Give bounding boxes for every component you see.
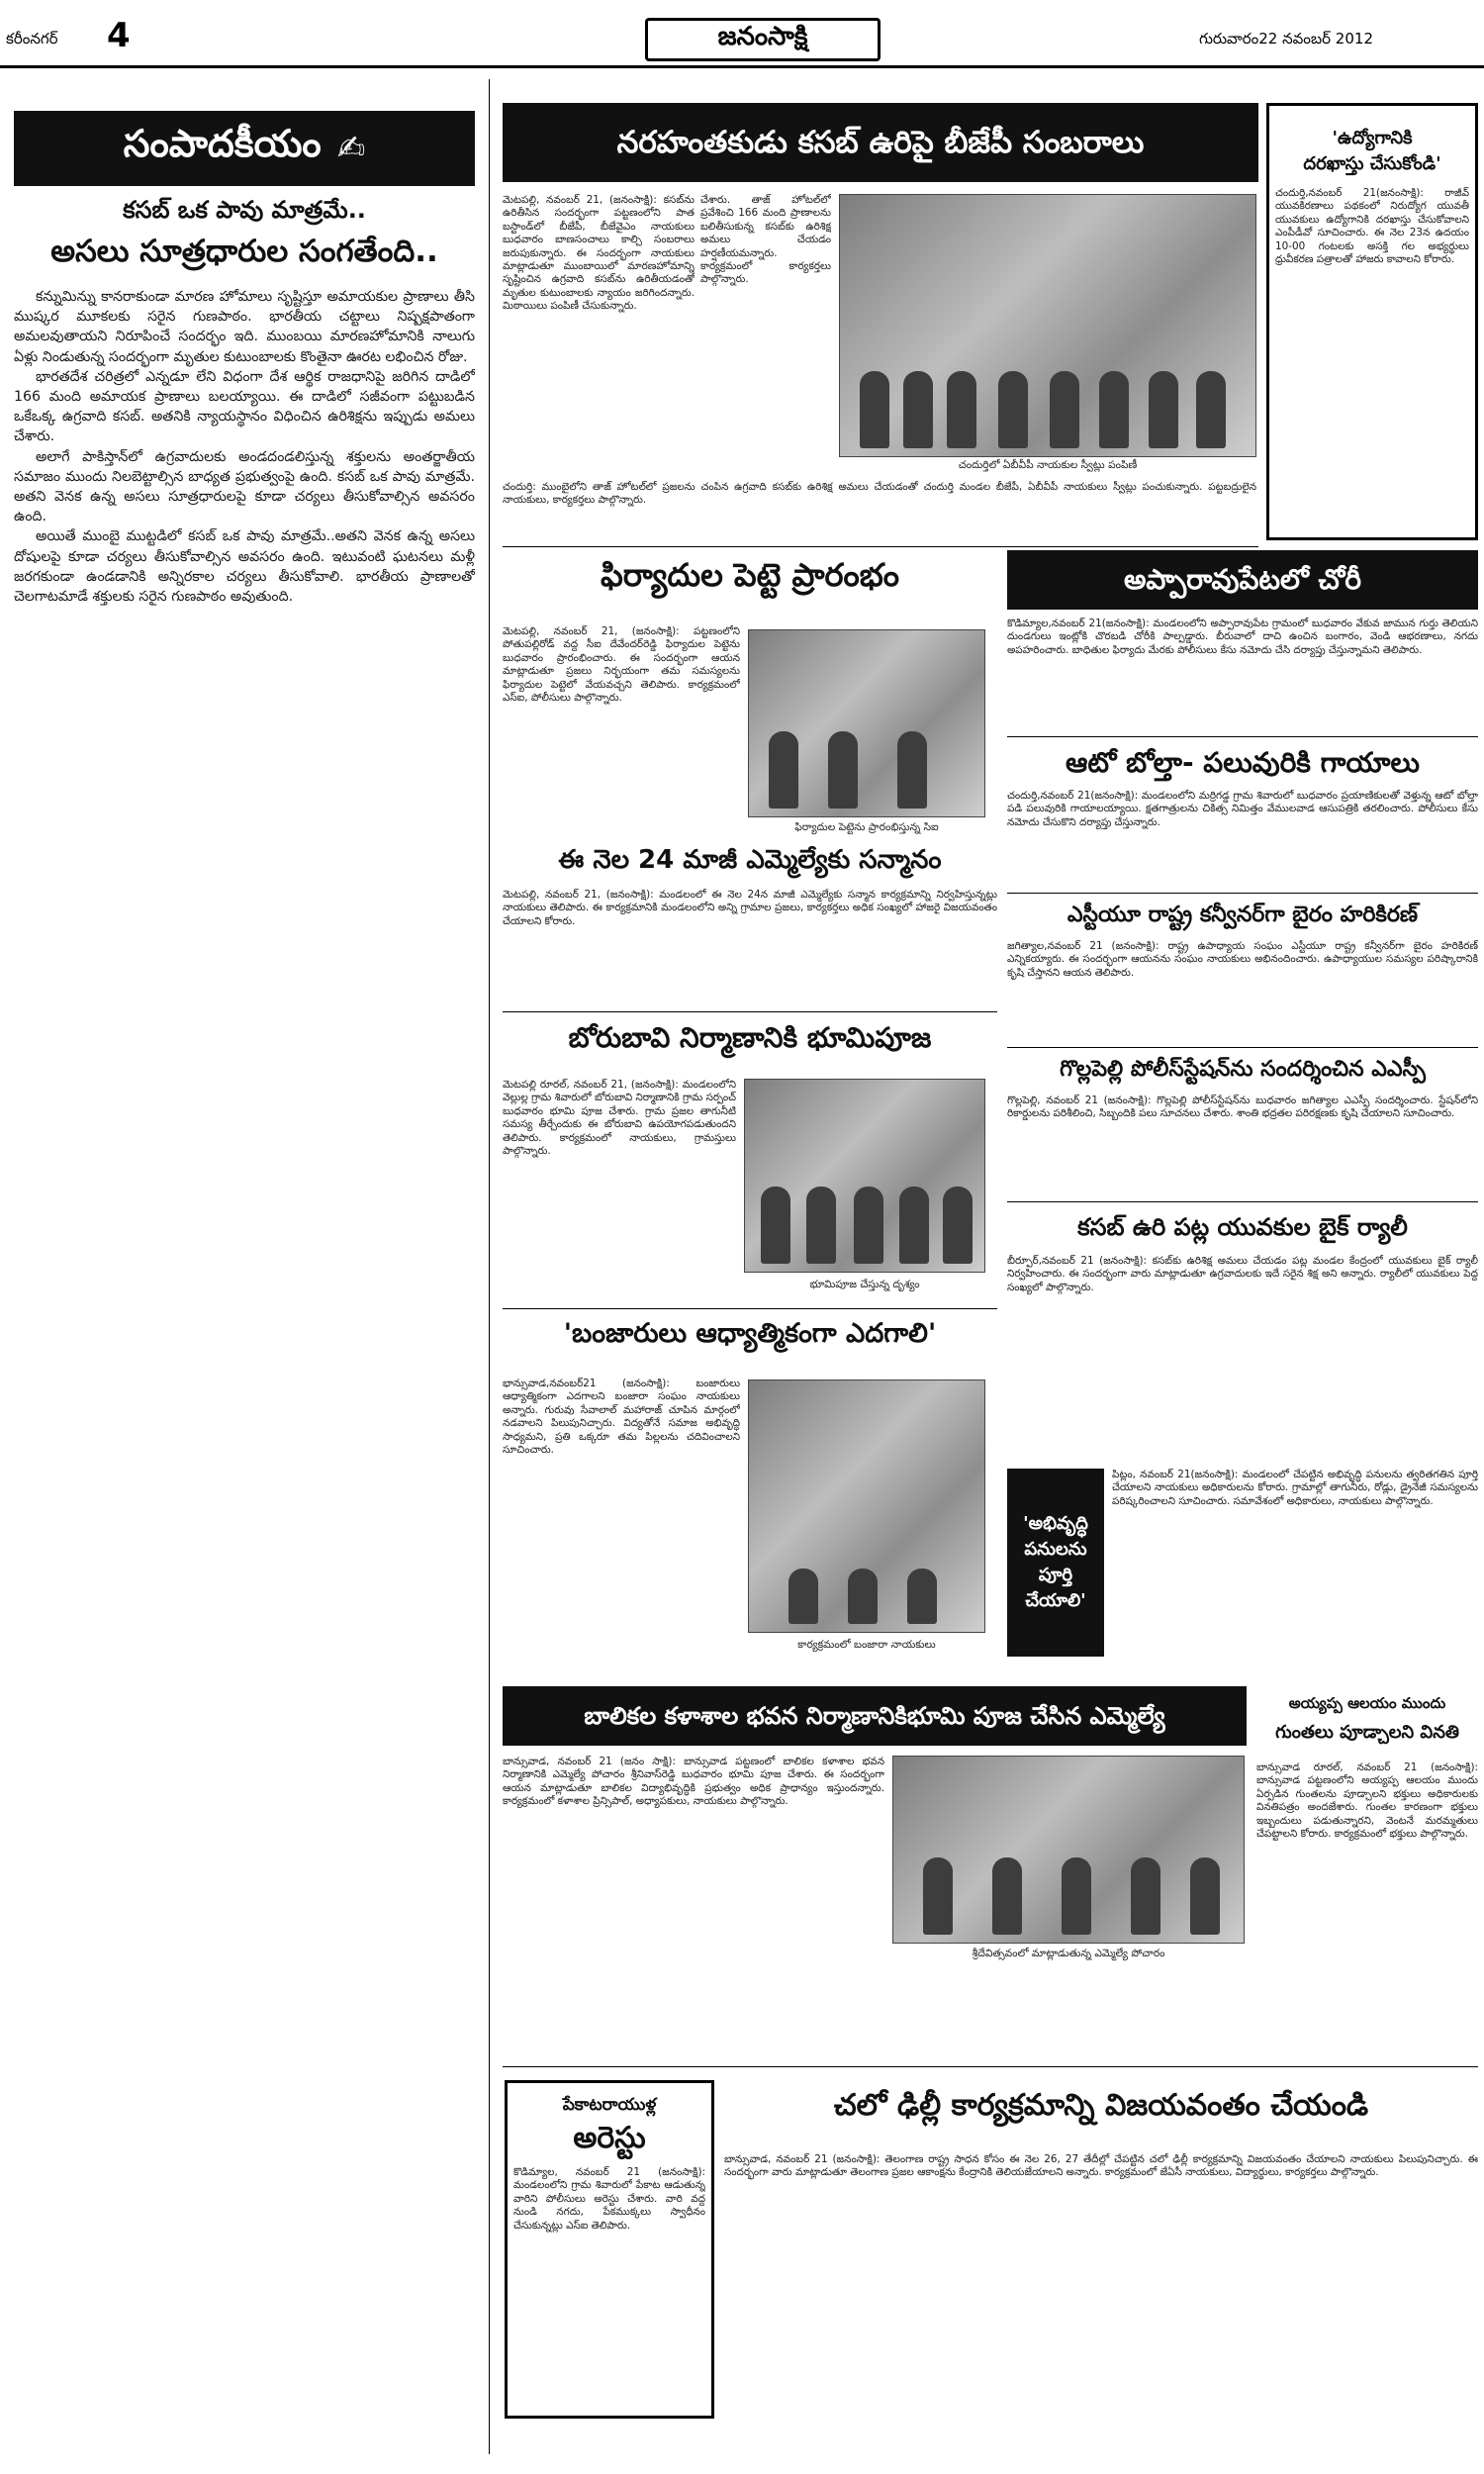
kasab-photo [839,194,1256,457]
editorial-paragraph: అలాగే పాకిస్తాన్‌లో ఉగ్రవాదులకు అండదండలిస్తున్న శక్తులను అంతర్జాతీయ సమాజం ముందు నిలబెట్టాల్సిన బాధ్యత ప్రభుత్వంపై ఉంది. కసబ్ ఒక పావు మాత్రమే. అతని వెనక ఉన్న అసలు సూత్రధారులపై కూడా చర్యలు తీసుకోవాల్సిన అవసరం ఉంది. [14,448,475,525]
ayyappa-text: బాన్సువాడ రూరల్, నవంబర్ 21 (జనంసాక్షి): బాన్సువాడ పట్టణంలోని అయ్యప్ప ఆలయం ముందు ఏర్పడిన గుంతలను పూడ్చాలని భక్తులు అధికారులకు వినతిపత్రం అందజేశారు. గుంతల కారణంగా భక్తులు ఇబ్బందులు పడుతున్నారని, వెంటనే మరమ్మతులు చేపట్టాలని కోరారు. కార్యక్రమంలో భక్తులు పాల్గొన్నారు. [1256,1761,1478,1841]
masthead-date: గురువారం22 నవంబర్ 2012 [1199,30,1373,48]
ayyappa-headline-1: అయ్యప్ప ఆలయం ముందు [1288,1694,1446,1712]
development-label-4: చేయాలి' [1025,1590,1086,1611]
ex-mla-headline: ఈ నెల 24 మాజీ ఎమ్మెల్యేకు సన్మానం [558,845,942,875]
divider [503,1011,997,1012]
development-label [1007,1469,1104,1657]
editorial-paragraph: అయితే ముంబై ముట్టడిలో కసబ్ ఒక పావు మాత్రమే..అతని వెనక ఉన్న అసలు దోషులపై కూడా చర్యలు తీసుకోవాల్సిన అవసరం ఉంది. ఇటువంటి ఘటనలు మళ్లీ జరగకుండా ఉండడానికి అన్నిరకాల చర్యలు తీసుకోవాలి. భారతీయ ప్రాణాలతో చెలగాటమాడే శక్తులకు సరైన గుణపాఠం అవుతుంది. [14,528,475,606]
borewell-headline: బోరుబావి నిర్మాణానికి భూమిపూజ [568,1021,932,1054]
editorial-body [14,287,475,2078]
masthead-logo [645,18,881,61]
notice-text: చందుర్తి,నవంబర్ 21(జనంసాక్షి): రాజీవ్ యువకిరణాలు పథకంలో నిరుద్యోగ యువతీ యువకులు ఉద్యోగానికి దరఖాస్తు చేసుకోవాలని ఎంపీడీవో సూచించారు. ఈ నెల 23న ఉదయం 10-00 గంటలకు అసక్తి గల అభ్యర్థులు ధ్రువీకరణ పత్రాలతో హాజరు కావాలని కోరారు. [1275,187,1469,266]
masthead-divider [0,65,1484,68]
banjara-photo [748,1380,985,1633]
divider [1007,736,1478,737]
theft-headline: అప్పారావుపేటలో చోరీ [1007,550,1478,610]
bike-headline: కసబ్ ఉరి పట్ల యువకుల బైక్ ర్యాలీ [1077,1213,1408,1241]
divider [1007,1047,1478,1048]
masthead-page-number: 4 [107,16,131,55]
bike-text: బీర్పూర్,నవంబర్ 21 (జనంసాక్షి): కసబ్‌కు ఉరిశిక్ష అమలు చేయడం పట్ల మండల కేంద్రంలో యువకులు బైక్ ర్యాలీ నిర్వహించారు. ఈ సందర్భంగా వారు మాట్లాడుతూ ఉగ్రవాదులకు ఇదే సరైన శిక్ష అని అన్నారు. ర్యాలీలో యువకులు పెద్ద సంఖ్యలో పాల్గొన్నారు. [1007,1255,1478,1293]
divider [1007,893,1478,894]
fir-text: మెటపల్లి, నవంబర్ 21, (జనంసాక్షి): పట్టణంలోని పోతుపల్లిరోడ్ వద్ద సీఐ దేవేందర్‌రెడ్డి ఫిర్యాదుల పెట్టెను బుధవారం ప్రారంభించారు. ఈ సందర్భంగా ఆయన మాట్లాడుతూ ప్రజలు నిర్భయంగా తమ సమస్యలను ఫిర్యాదుల పెట్టెలో వేయవచ్చని తెలిపారు. కార్యక్రమంలో ఎస్ఐ, పోలీసులు పాల్గొన్నారు. [503,625,740,705]
girls-school-photo-caption: శ్రీదేవిత్సవంలో మాట్లాడుతున్న ఎమ్మెల్యే పోచారం [972,1948,1165,1959]
divider [503,2066,1478,2067]
banjara-photo-caption: కార్యక్రమంలో బంజారా నాయకులు [797,1639,936,1651]
girls-school-photo [892,1756,1245,1944]
editorial-subtitle: కసబ్ ఒక పావు మాత్రమే.. [123,196,366,224]
development-label-1: 'అభివృద్ధి [1023,1513,1088,1534]
auto-text: చందుర్తి,నవంబర్ 21(జనంసాక్షి): మండలంలోని మర్రిగడ్డ గ్రామ శివారులో బుధవారం ప్రయాణికులతో వెళ్తున్న ఆటో బోల్తా పడి పలువురికి గాయాలయ్యాయి. క్షతగాత్రులను చికిత్స నిమిత్తం వేములవాడ ఆసుపత్రికి తరలించారు. పోలీసులు కేసు నమోదు చేసుకొని దర్యాప్తు చేస్తున్నారు. [1007,790,1478,828]
kasab-photo-caption: చందుర్తిలో ఏబీవీపీ నాయకుల స్వీట్లు పంపిణీ [958,459,1138,471]
borewell-photo [744,1079,985,1273]
editorial-label-text: సంపాదకీయం [123,122,322,165]
girls-school-text: బాన్సువాడ, నవంబర్ 21 (జనం సాక్షి): బాన్సువాడ పట్టణంలో బాలికల కళాశాల భవన నిర్మాణానికి ఎమ్మెల్యే పోచారం శ్రీనివాస్‌రెడ్డి బుధవారం భూమి పూజ చేశారు. ఈ సందర్భంగా ఆయన మాట్లాడుతూ బాలికల విద్యాభివృద్ధికి ప్రభుత్వం అధిక ప్రాధాన్యం ఇస్తుందన్నారు. కార్యక్రమంలో కళాశాల ప్రిన్సిపాల్, అధ్యాపకులు, నాయకులు పాల్గొన్నారు. [503,1756,884,1808]
pen-icon: ✍ [336,129,366,168]
auto-headline: ఆటో బోల్తా- పలువురికి గాయాలు [1066,746,1420,779]
notice-title-2: దరఖాస్తు చేసుకోండి' [1303,153,1441,174]
fir-photo [748,629,985,817]
sty-text: జగిత్యాల,నవంబర్ 21 (జనంసాక్షి): రాష్ట్ర ఉపాధ్యాయ సంఘం ఎస్టీయూ రాష్ట్ర కన్వీనర్‌గా బైరం హరికిరణ్ ఎన్నికయ్యారు. ఈ సందర్భంగా ఆయనను సంఘం నాయకులు అభినందించారు. ఉపాధ్యాయుల సమస్యల పరిష్కారానికి కృషి చేస్తానని ఆయన తెలిపారు. [1007,940,1478,979]
arrest-text: కొడిమ్యాల, నవంబర్ 21 (జనంసాక్షి): మండలంలోని గ్రామ శివారులో పేకాట ఆడుతున్న వారిని పోలీసులు అరెస్టు చేశారు. వారి వద్ద నుండి నగదు, పేకముక్కలు స్వాధీనం చేసుకున్నట్లు ఎస్ఐ తెలిపారు. [513,2166,705,2232]
police-text: గొల్లపెల్లి, నవంబర్ 21 (జనంసాక్షి): గొల్లపెల్లి పోలీస్‌స్టేషన్‌ను బుధవారం జగిత్యాల ఎఎస్పీ సందర్శించారు. స్టేషన్‌లోని రికార్డులను పరిశీలించి, సిబ్బందికి పలు సూచనలు చేశారు. శాంతి భద్రతల పరిరక్షణకు కృషి చేయాలని సూచించారు. [1007,1094,1478,1120]
masthead-logo-text: జనంసాక్షి [717,22,808,51]
ayyappa-headline-2: గుంతలు పూడ్చాలని వినతి [1275,1722,1459,1743]
borewell-photo-caption: భూమిపూజ చేస్తున్న దృశ్యం [809,1279,920,1290]
arrest-box [505,2080,714,2419]
arrest-headline-2: అరెస్టు [573,2121,646,2155]
divider [503,546,1258,547]
editorial-title: అసలు సూత్రధారుల సంగతేంది.. [50,234,438,269]
kasab-bottom-text: చందుర్తి: ముంబైలోని తాజ్ హోటల్‌లో ప్రజలను చంపిన ఉగ్రవాది కసబ్‌కు ఉరిశిక్ష అమలు చేయడంతో చందుర్తి మండల బీజేపీ, ఏబీవీపీ నాయకులు స్వీట్లు పంచుకున్నారు. పట్టబద్రులైన నాయకులు, కార్యకర్తలు పాల్గొన్నారు. [503,481,1256,507]
girls-school-headline: బాలికల కళాశాల భవన నిర్మాణానికిభూమి పూజ చేసిన ఎమ్మెల్యే [503,1686,1247,1746]
banjara-text: భాన్సువాడ,నవంబర్21 (జనంసాక్షి): బంజారులు ఆధ్యాత్మికంగా ఎదగాలని బంజారా సంఘం నాయకులు అన్నారు. గురువు సేవాలాల్ మహారాజ్ చూపిన మార్గంలో నడవాలని పిలుపునిచ్చారు. విద్యతోనే సమాజ అభివృద్ధి సాధ్యమని, ప్రతి ఒక్కరూ తమ పిల్లలను చదివించాలని సూచించారు. [503,1378,740,1457]
development-label-2: పనులను [1024,1539,1087,1560]
divider [503,1308,997,1309]
kasab-col2: చేశారు. తాజ్ హోటల్‌లో ప్రవేశించి 166 మంది ప్రాణాలను బలితీసుకున్న కసబ్‌కు ఉరిశిక్ష అమలు చేయడం హర్షణీయమన్నారు. కార్యక్రమంలో కార్యకర్తలు పాల్గొన్నారు. [700,194,831,286]
theft-text: కొడిమ్యాల,నవంబర్ 21(జనంసాక్షి): మండలంలోని అప్పారావుపేట గ్రామంలో బుధవారం వేకువ జామున గుర్తు తెలియని దుండగులు ఇంట్లోకి చొరబడి చోరీకి పాల్పడ్డారు. బీరువాలో దాచి ఉంచిన బంగారం, వెండి ఆభరణాలు, నగదు అపహరించారు. బాధితుల ఫిర్యాదు మేరకు పోలీసులు కేసు నమోదు చేసి దర్యాప్తు చేస్తున్నామని తెలిపారు. [1007,618,1478,656]
editorial-paragraph: కన్నుమిన్ను కానరాకుండా మారణ హోమాలు సృష్టిస్తూ అమాయకుల ప్రాణాలు తీసి ముష్కర మూకలకు సరైన గుణపాఠం. భారతీయ చట్టాలు నిష్పక్షపాతంగా అమలవుతాయని నిరూపించే సందర్భం ఇది. ముంబయి మారణహోమానికి నాలుగు ఏళ్లు నిండుతున్న సందర్భంగా మృతుల కుటుంబాలకు కొంతైనా ఊరట లభించిన రోజు. [14,289,475,365]
masthead-city: కరీంనగర్ [6,30,58,48]
notice-box [1266,103,1478,540]
sty-headline: ఎస్టీయూ రాష్ట్ర కన్వీనర్‌గా బైరం హరికిరణ్ [1067,903,1419,927]
kasab-headline: నరహంతకుడు కసబ్ ఉరిపై బీజేపీ సంబరాలు [503,103,1258,182]
column-divider [489,79,490,2454]
divider [1007,1201,1478,1202]
development-label-3: పూర్తి [1038,1565,1073,1585]
masthead [0,0,1484,71]
delhi-text: బాన్సువాడ, నవంబర్ 21 (జనంసాక్షి): తెలంగాణ రాష్ట్ర సాధన కోసం ఈ నెల 26, 27 తేదీల్లో చేపట్టిన చలో ఢిల్లీ కార్యక్రమాన్ని విజయవంతం చేయాలని నాయకులు పిలుపునిచ్చారు. ఈ సందర్భంగా వారు మాట్లాడుతూ తెలంగాణ ప్రజల ఆకాంక్షను కేంద్రానికి తెలియజేయాలని అన్నారు. కార్యక్రమంలో జేఏసీ నాయకులు, విద్యార్థులు, కార్యకర్తలు పాల్గొన్నారు. [724,2153,1478,2179]
delhi-headline: చలో ఢిల్లీ కార్యక్రమాన్ని విజయవంతం చేయండి [833,2088,1369,2123]
editorial-section-label [14,111,475,186]
fir-headline: ఫిర్యాదుల పెట్టె ప్రారంభం [601,556,899,594]
editorial-paragraph: భారతదేశ చరిత్రలో ఎన్నడూ లేని విధంగా దేశ ఆర్థిక రాజధానిపై జరిగిన దాడిలో 166 మంది అమాయక ప్రాణాలు బలయ్యాయి. ఈ దాడిలో సజీవంగా పట్టుబడిన ఒకేఒక్క ఉగ్రవాది కసబ్. అతనికి న్యాయస్థానం విధించిన ఉరిశిక్షను ఇప్పుడు అమలు చేశారు. [14,368,475,445]
police-headline: గొల్లపెల్లి పోలీస్‌స్టేషన్‌ను సందర్శించిన ఎఎస్పీ [1060,1057,1426,1082]
borewell-text: మెటపల్లి రూరల్, నవంబర్ 21, (జనంసాక్షి): మండలంలోని వెల్లుల్ల గ్రామ శివారులో బోరుబావి నిర్మాణానికి గ్రామ సర్పంచ్ బుధవారం భూమి పూజ చేశారు. గ్రామ ప్రజల తాగునీటి సమస్య తీర్చేందుకు ఈ బోరుబావి ఉపయోగపడుతుందని తెలిపారు. కార్యక్రమంలో నాయకులు, గ్రామస్తులు పాల్గొన్నారు. [503,1079,736,1158]
banjara-headline: 'బంజారులు ఆధ్యాత్మికంగా ఎదగాలి' [563,1318,937,1349]
development-text: పిట్లం, నవంబర్ 21(జనంసాక్షి): మండలంలో చేపట్టిన అభివృద్ధి పనులను త్వరితగతిన పూర్తి చేయాలని నాయకులు అధికారులను కోరారు. గ్రామాల్లో తాగునీరు, రోడ్లు, డ్రైనేజీ సమస్యలను పరిష్కరించాలని సూచించారు. సమావేశంలో అధికారులు, నాయకులు పాల్గొన్నారు. [1112,1469,1478,1507]
kasab-col1: మెటపల్లి, నవంబర్ 21, (జనంసాక్షి): కసబ్‌ను ఉరితీసిన సందర్భంగా పట్టణంలోని పాత బస్టాండ్‌లో బీజేపీ, బీజేవైఎం నాయకులు బుధవారం బాణసంచాలు కాల్చి సంబరాలు జరుపుకున్నారు. ఈ సందర్భంగా నాయకులు మాట్లాడుతూ ముంబాయిలో మారణహోమాన్ని సృష్టించిన ఉగ్రవాది కసబ్‌ను ఉరితీయడంతో మృతుల కుటుంబాలకు న్యాయం జరిగిందన్నారు. మిఠాయిలు పంపిణీ చేసుకున్నారు. [503,194,695,313]
notice-title-1: 'ఉద్యోగానికి [1332,128,1413,148]
fir-photo-caption: ఫిర్యాదుల పెట్టెను ప్రారంభిస్తున్న సిఐ [794,821,939,833]
arrest-headline-1: పేకాటరాయుళ్ల [562,2095,657,2115]
ex-mla-text: మెటపల్లి, నవంబర్ 21, (జనంసాక్షి): మండలంలో ఈ నెల 24న మాజీ ఎమ్మెల్యేకు సన్మాన కార్యక్రమాన్ని నిర్వహిస్తున్నట్లు నాయకులు తెలిపారు. ఈ కార్యక్రమానికి మండలంలోని అన్ని గ్రామాల ప్రజలు, కార్యకర్తలు అధిక సంఖ్యలో హాజరై విజయవంతం చేయాలని కోరారు. [503,889,997,927]
